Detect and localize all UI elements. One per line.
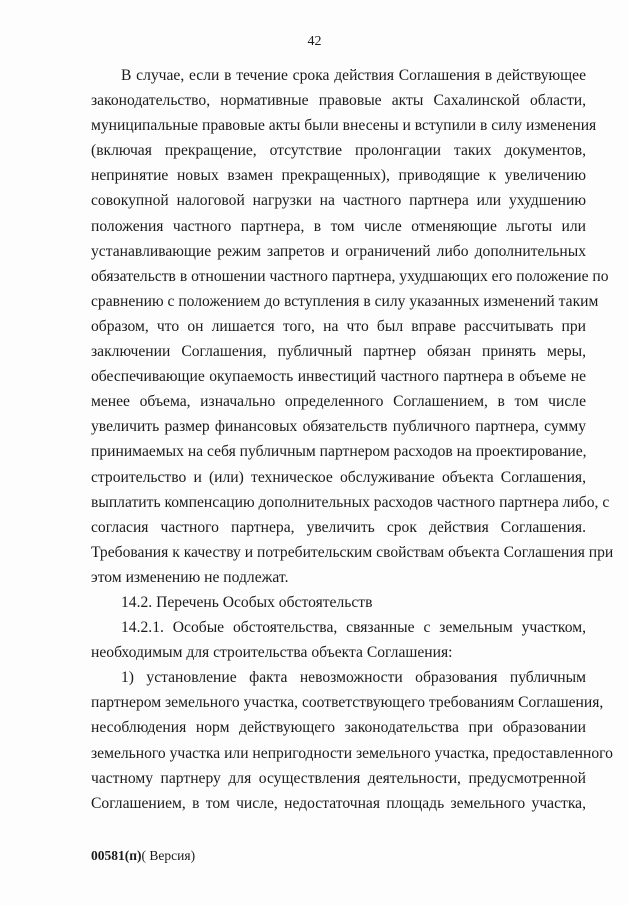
text-line: положения частного партнера, в том числе отменяющие льготы или — [91, 217, 586, 235]
text-line: земельного участка или непригодности земельного участка, предоставленного — [91, 744, 613, 762]
text-line: обязательств в отношении частного партнера, ухудшающих его положение по — [91, 267, 609, 285]
text-line: 1) установление факта невозможности образования публичным — [121, 669, 586, 687]
footer — [91, 848, 195, 864]
text-line: 14.2. Перечень Особых обстоятельств — [121, 593, 373, 611]
text-line: согласия частного партнера, увеличить срок действия Соглашения. — [91, 518, 586, 536]
text-line: этом изменению не подлежат. — [91, 568, 289, 586]
body-text — [91, 63, 614, 816]
text-line: муниципальные правовые акты были внесены и вступили в силу изменения — [91, 117, 597, 135]
text-line: совокупной налоговой нагрузки на частного партнера или ухудшению — [91, 192, 586, 210]
text-line: строительство и (или) техническое обслуживание объекта Соглашения, — [91, 468, 586, 486]
text-line: увеличить размер финансовых обязательств публичного партнера, сумму — [91, 418, 586, 436]
document-code: 00581(п) — [91, 848, 142, 863]
document-version: ( Версия) — [141, 848, 196, 863]
text-line: обеспечивающие окупаемость инвестиций частного партнера в объеме не — [91, 368, 586, 386]
text-line: В случае, если в течение срока действия Соглашения в действующее — [121, 67, 586, 84]
text-line: непринятие новых взамен прекращенных), приводящие к увеличению — [91, 167, 586, 185]
text-line: заключении Соглашения, публичный партнер обязан принять меры, — [91, 343, 586, 361]
text-line: принимаемых на себя публичным партнером расходов на проектирование, — [91, 443, 587, 461]
text-line: Соглашением, в том числе, недостаточная площадь земельного участка, — [91, 794, 586, 812]
text-line: Требования к качеству и потребительским свойствам объекта Соглашения при — [91, 543, 614, 561]
text-line: сравнению с положением до вступления в силу указанных изменений таким — [91, 292, 599, 310]
text-line: несоблюдения норм действующего законодательства при образовании — [91, 719, 586, 737]
text-line: образом, что он лишается того, на что был вправе рассчитывать при — [91, 317, 586, 335]
text-line: партнером земельного участка, соответствующего требованиям Соглашения, — [91, 694, 604, 712]
text-line: частному партнеру для осуществления деятельности, предусмотренной — [91, 769, 586, 787]
text-line: необходимым для строительства объекта Соглашения: — [91, 644, 453, 662]
text-line: менее объема, изначально определенного Соглашением, в том числе — [91, 393, 586, 411]
page-number: 42 — [307, 34, 322, 49]
text-line: выплатить компенсацию дополнительных расходов частного партнера либо, с — [91, 493, 610, 511]
text-line: законодательство, нормативные правовые акты Сахалинской области, — [91, 92, 586, 110]
text-line: 14.2.1. Особые обстоятельства, связанные с земельным участком, — [121, 619, 586, 637]
text-line: (включая прекращение, отсутствие пролонгации таких документов, — [91, 142, 586, 160]
text-line: устанавливающие режим запретов и ограничений либо дополнительных — [91, 242, 586, 260]
